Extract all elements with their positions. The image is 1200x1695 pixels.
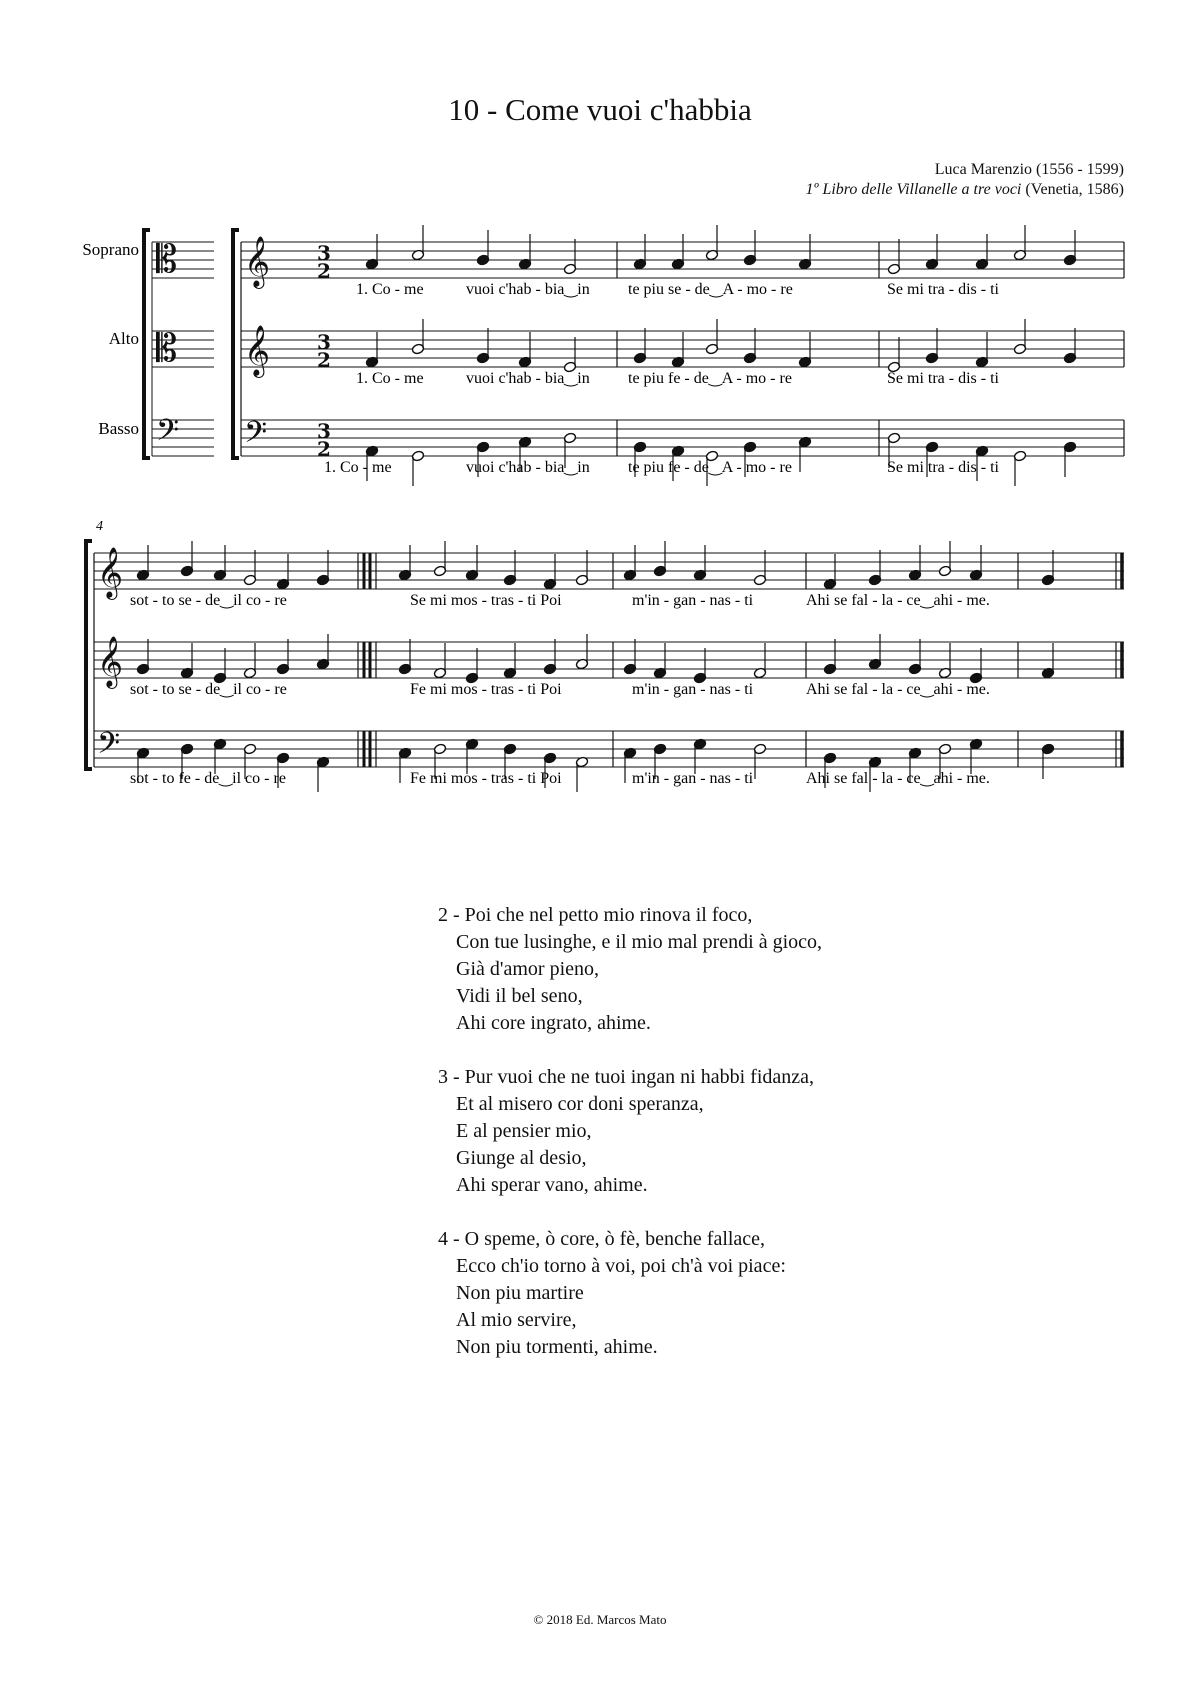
- verse-line: E al pensier mio,: [456, 1120, 592, 1142]
- time-signature: 2: [317, 437, 331, 461]
- lyrics-system2-soprano: [130, 592, 990, 609]
- lyric-segment: sot - to se - de‿il co - re: [130, 592, 287, 609]
- lyric-segment: Se mi tra - dis - ti: [887, 459, 999, 476]
- lyric-segment: 1. Co - me: [356, 370, 424, 387]
- voice-name-alto: Alto: [108, 329, 139, 348]
- source-place-date: (Venetia, 1586): [1021, 181, 1124, 198]
- verse-line: 4 - O speme, ò core, ò fè, benche fallace,: [438, 1228, 766, 1250]
- c-clef-icon: 𝄡: [156, 237, 178, 281]
- voice-name-basso: Basso: [98, 419, 139, 438]
- copyright-footer: © 2018 Ed. Marcos Mato: [533, 1612, 667, 1627]
- lyric-segment: m'in - gan - nas - ti: [632, 681, 754, 698]
- measure-number: 4: [96, 519, 103, 534]
- time-signature: 3: [317, 330, 331, 354]
- lyric-segment: 1. Co - me: [324, 459, 392, 476]
- time-signature: 2: [317, 259, 331, 283]
- lyric-segment: 1. Co - me: [356, 281, 424, 298]
- lyric-segment: Ahi se fal - la - ce‿ahi - me.: [806, 681, 990, 698]
- verse-line: Ahi core ingrato, ahime.: [456, 1012, 651, 1034]
- additional-verses: [438, 902, 822, 1388]
- lyrics-system1-basso: [324, 459, 1000, 476]
- voice-name-soprano: Soprano: [82, 240, 139, 259]
- verse-line: Con tue lusinghe, e il mio mal prendi à gioco,: [456, 931, 823, 953]
- verse-line: Giunge al desio,: [456, 1147, 587, 1169]
- lyric-segment: te piu fe - de‿A - mo - re: [628, 370, 792, 387]
- lyrics-system2-basso: [130, 770, 990, 787]
- score: [0, 0, 1200, 830]
- lyric-segment: m'in - gan - nas - ti: [632, 592, 754, 609]
- system-bracket: [86, 541, 92, 769]
- system-bracket: [233, 230, 239, 458]
- lyrics-system2-alto: [130, 681, 990, 698]
- verse-line: Non piu martire: [456, 1282, 584, 1304]
- verse-line: Et al misero cor doni speranza,: [456, 1093, 704, 1115]
- source-title: 1º Libro delle Villanelle a tre voci: [805, 181, 1022, 198]
- verse-line: Ecco ch'io torno à voi, poi ch'à voi piace:: [456, 1255, 786, 1277]
- lyric-segment: Se mi tra - dis - ti: [887, 281, 999, 298]
- verse-3: [438, 1064, 822, 1199]
- verse-line: Vidi il bel seno,: [456, 985, 583, 1007]
- lyric-segment: Fe mi mos - tras - ti Poi: [410, 770, 562, 787]
- bass-clef-icon: 𝄢: [244, 416, 268, 457]
- composer-line: Luca Marenzio (1556 - 1599): [934, 161, 1124, 178]
- c-clef-icon: 𝄡: [156, 326, 178, 370]
- lyric-segment: m'in - gan - nas - ti: [632, 770, 754, 787]
- notation-marks: [97, 225, 1077, 792]
- lyrics-system1-alto: [356, 370, 1000, 387]
- verse-line: Al mio servire,: [456, 1309, 577, 1331]
- verse-line: Non piu tormenti, ahime.: [456, 1336, 658, 1358]
- treble-clef-icon: 𝄞: [97, 636, 124, 687]
- lyric-segment: vuoi c'hab - bia‿in: [466, 370, 590, 387]
- lyrics-system1-soprano: [356, 281, 1000, 298]
- lyric-segment: vuoi c'hab - bia‿in: [466, 281, 590, 298]
- time-signature: 3: [317, 241, 331, 265]
- verse-line: 3 - Pur vuoi che ne tuoi ingan ni habbi fidanza,: [438, 1066, 815, 1088]
- time-signature: 3: [317, 419, 331, 443]
- time-signature: 2: [317, 348, 331, 372]
- lyric-segment: vuoi c'hab - bia‿in: [466, 459, 590, 476]
- piece-title: 10 - Come vuoi c'habbia: [448, 92, 752, 127]
- incipit-bracket: [144, 230, 150, 458]
- lyric-segment: te piu fe - de‿A - mo - re: [628, 459, 792, 476]
- treble-clef-icon: 𝄞: [97, 547, 124, 598]
- lyric-segment: te piu se - de‿A - mo - re: [628, 281, 793, 298]
- verse-2: [438, 902, 822, 1037]
- lyric-segment: Ahi se fal - la - ce‿ahi - me.: [806, 592, 990, 609]
- lyric-segment: Se mi tra - dis - ti: [887, 370, 999, 387]
- lyric-segment: Ahi se fal - la - ce‿ahi - me.: [806, 770, 990, 787]
- bass-clef-icon: 𝄢: [97, 727, 121, 768]
- lyric-segment: sot - to fe - de‿il co - re: [130, 770, 286, 787]
- verse-line: Ahi sperar vano, ahime.: [456, 1174, 648, 1196]
- verse-line: Già d'amor pieno,: [456, 958, 600, 980]
- treble-clef-icon: 𝄞: [244, 325, 271, 376]
- lyric-segment: sot - to se - de‿il co - re: [130, 681, 287, 698]
- verse-4: [438, 1226, 822, 1361]
- treble-clef-icon: 𝄞: [244, 236, 271, 287]
- lyric-segment: Se mi mos - tras - ti Poi: [410, 592, 562, 609]
- bass-clef-icon: 𝄢: [156, 414, 180, 455]
- lyric-segment: Fe mi mos - tras - ti Poi: [410, 681, 562, 698]
- verse-line: 2 - Poi che nel petto mio rinova il foco,: [438, 904, 753, 926]
